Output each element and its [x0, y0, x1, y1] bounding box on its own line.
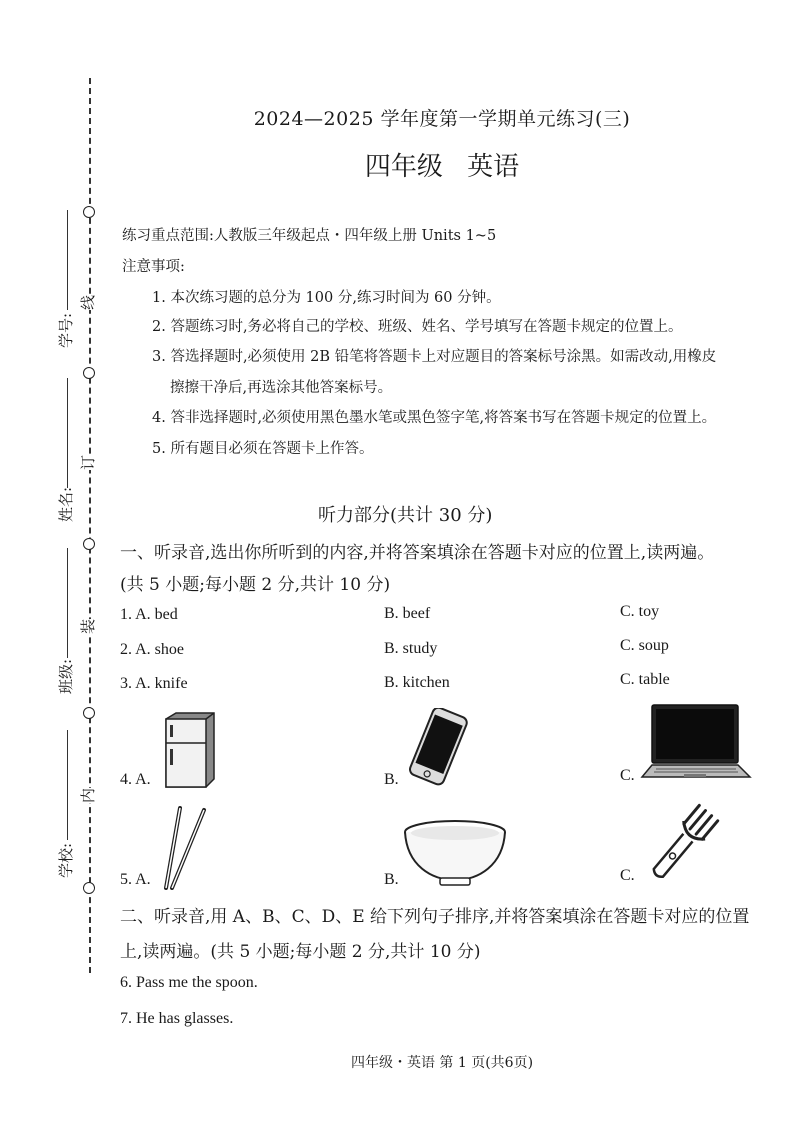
q2-option-a[interactable]: 2. A. shoe	[120, 641, 184, 658]
page-subtitle: 四年级 英语	[364, 152, 520, 182]
binding-hole-2	[83, 367, 95, 379]
scope-text: 练习重点范围:人教版三年级起点・四年级上册 Units 1~5	[122, 228, 497, 244]
binding-hole-1	[83, 206, 95, 218]
q4-option-b-label[interactable]: B.	[384, 771, 399, 788]
q4-option-c-label[interactable]: C.	[620, 767, 635, 784]
question-6: 6. Pass me the spoon.	[120, 974, 258, 991]
part2-points: 上,读两遍。(共 5 小题;每小题 2 分,共计 10 分)	[120, 942, 481, 962]
q5-option-a-label[interactable]: 5. A.	[120, 871, 151, 888]
binding-hole-3	[83, 538, 95, 550]
part2-instruction: 二、听录音,用 A、B、C、D、E 给下列句子排序,并将答案填涂在答题卡对应的位置	[120, 907, 750, 927]
student-no-label: 学号:	[57, 312, 75, 348]
page-title: 2024—2025 学年度第一学期单元练习(三)	[253, 108, 631, 130]
page-footer: 四年级・英语 第 1 页(共6页)	[350, 1055, 534, 1071]
q5-option-b-label[interactable]: B.	[384, 871, 399, 888]
notice-5: 5. 所有题目必须在答题卡上作答。	[152, 441, 374, 457]
q1-option-b[interactable]: B. beef	[384, 605, 431, 622]
q2-option-b[interactable]: B. study	[384, 640, 438, 657]
q5-option-c-label[interactable]: C.	[620, 867, 635, 884]
part1-instruction: 一、听录音,选出你所听到的内容,并将答案填涂在答题卡对应的位置上,读两遍。	[120, 543, 715, 563]
q3-option-c[interactable]: C. table	[620, 671, 670, 688]
q3-option-a[interactable]: 3. A. knife	[120, 675, 188, 692]
notice-4: 4. 答非选择题时,必须使用黑色墨水笔或黑色签字笔,将答案书写在答题卡规定的位置上。	[152, 410, 717, 426]
school-label: 学校:	[57, 842, 75, 878]
notice-2: 2. 答题练习时,务必将自己的学校、班级、姓名、学号填写在答题卡规定的位置上。	[152, 319, 683, 335]
listening-section-title: 听力部分(共计 30 分)	[318, 505, 493, 526]
binding-hole-4	[83, 707, 95, 719]
q1-option-a[interactable]: 1. A. bed	[120, 606, 178, 623]
binding-hole-5	[83, 882, 95, 894]
name-blank[interactable]	[67, 378, 68, 488]
margin-mark-zhuang: 装	[79, 618, 98, 635]
margin-mark-ding: 订	[79, 454, 98, 471]
notice-3: 3. 答选择题时,必须使用 2B 铅笔将答题卡上对应题目的答案标号涂黑。如需改动,用橡皮	[152, 349, 717, 365]
class-blank[interactable]	[67, 548, 68, 658]
notice-title: 注意事项:	[122, 259, 185, 275]
margin-mark-line: 线	[79, 294, 98, 311]
phone-icon	[402, 708, 474, 786]
student-no-blank[interactable]	[67, 210, 68, 310]
school-blank[interactable]	[67, 730, 68, 840]
name-label: 姓名:	[57, 486, 75, 522]
q3-option-b[interactable]: B. kitchen	[384, 674, 450, 691]
laptop-icon	[640, 703, 752, 783]
q4-option-a-label[interactable]: 4. A.	[120, 771, 151, 788]
chopsticks-icon	[160, 806, 210, 890]
q2-option-c[interactable]: C. soup	[620, 637, 669, 654]
notice-3-cont: 擦擦干净后,再选涂其他答案标号。	[170, 380, 393, 396]
part1-points: (共 5 小题;每小题 2 分,共计 10 分)	[120, 575, 391, 595]
fork-icon	[640, 800, 720, 888]
bowl-icon	[402, 818, 508, 890]
notice-1: 1. 本次练习题的总分为 100 分,练习时间为 60 分钟。	[152, 290, 501, 306]
question-7: 7. He has glasses.	[120, 1010, 234, 1027]
q1-option-c[interactable]: C. toy	[620, 603, 660, 620]
fridge-icon	[160, 711, 216, 793]
class-label: 班级:	[57, 658, 75, 694]
margin-mark-nei: 内	[79, 787, 98, 804]
